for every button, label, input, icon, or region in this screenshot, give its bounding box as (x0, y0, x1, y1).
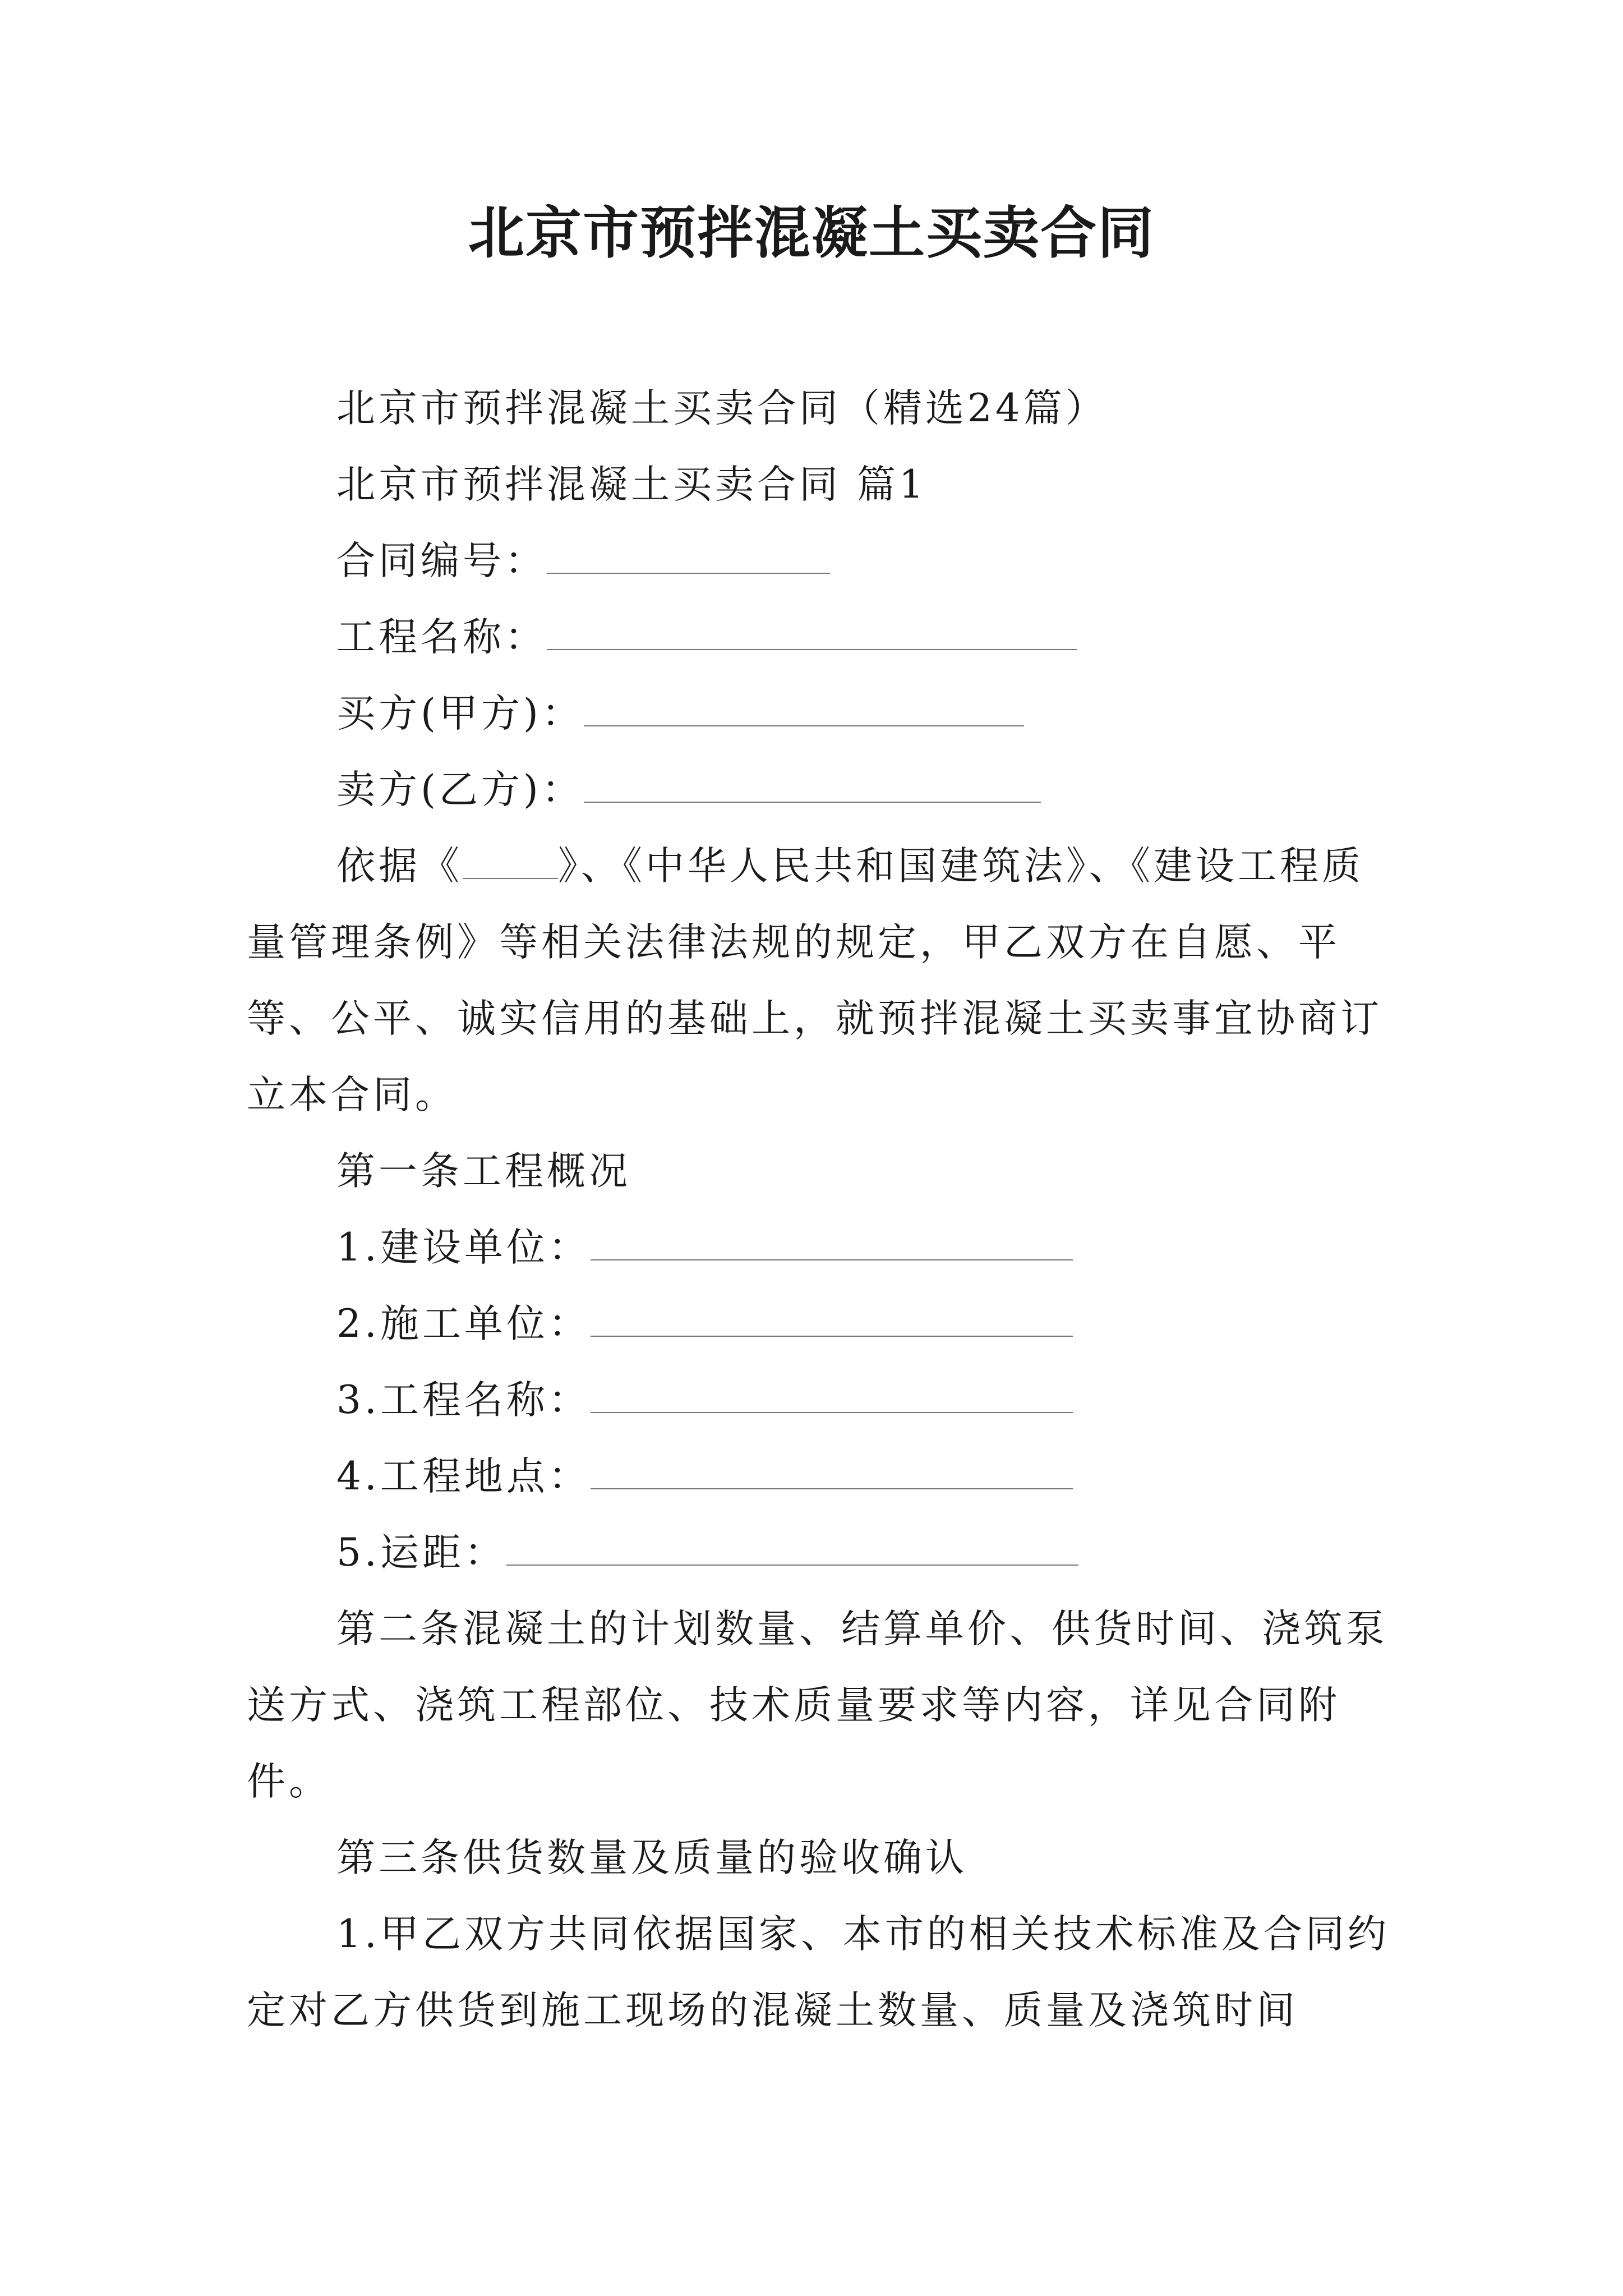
field-project-name (247, 599, 1391, 675)
field-label: 合同编号： (336, 539, 547, 583)
fill-blank (591, 1456, 1073, 1489)
article1-item (247, 1362, 1391, 1438)
document-title: 北京市预拌混凝土买卖合同 (468, 200, 1155, 266)
fill-blank (547, 540, 830, 574)
article2-paragraph: 第二条混凝土的计划数量、结算单价、供货时间、浇筑泵送方式、浇筑工程部位、技术质量要求等内容，详见合同附件。 (247, 1607, 1388, 1804)
fill-blank (591, 1303, 1073, 1337)
preamble-pre: 依据《 (336, 844, 463, 889)
article1-item (247, 1515, 1391, 1591)
item-label: 2.施工单位： (336, 1301, 591, 1346)
field-seller (247, 752, 1391, 828)
fill-blank (591, 1379, 1073, 1413)
section-heading: 北京市预拌混凝土买卖合同 篇1 (336, 462, 927, 507)
fill-blank (584, 769, 1041, 803)
item-label: 5.运距： (336, 1530, 506, 1575)
fill-blank (506, 1532, 1078, 1566)
article1-item (247, 1286, 1391, 1362)
field-label: 卖方(乙方)： (336, 767, 584, 812)
document-body (247, 370, 1391, 2049)
field-label: 工程名称： (336, 615, 547, 660)
fill-blank (463, 846, 558, 879)
item-label: 4.工程地点： (336, 1454, 591, 1499)
document-subtitle: 北京市预拌混凝土买卖合同（精选24篇） (336, 386, 1108, 431)
article1-item (247, 1438, 1391, 1515)
preamble-paragraph (247, 828, 1391, 1133)
field-contract-no (247, 523, 1391, 599)
fill-blank (591, 1227, 1073, 1260)
fill-blank (584, 693, 1024, 726)
item-label: 1.建设单位： (336, 1225, 591, 1270)
field-label: 买方(甲方)： (336, 691, 584, 736)
fill-blank (547, 616, 1077, 650)
article3-item1: 1.甲乙双方共同依据国家、本市的相关技术标准及合同约定对乙方供货到施工现场的混凝土数量、质量及浇筑时间 (247, 1912, 1390, 2033)
item-label: 3.工程名称： (336, 1378, 591, 1423)
article3-heading: 第三条供货数量及质量的验收确认 (336, 1835, 967, 1880)
field-buyer (247, 675, 1391, 752)
article1-heading: 第一条工程概况 (336, 1149, 631, 1194)
article1-item (247, 1209, 1391, 1286)
preamble-post: 》、《中华人民共和国建筑法》、《建设工程质量管理条例》等相关法律法规的规定，甲乙双方在自愿、平等、公平、诚实信用的基础上，就预拌混凝土买卖事宜协商订立本合同。 (247, 844, 1382, 1117)
